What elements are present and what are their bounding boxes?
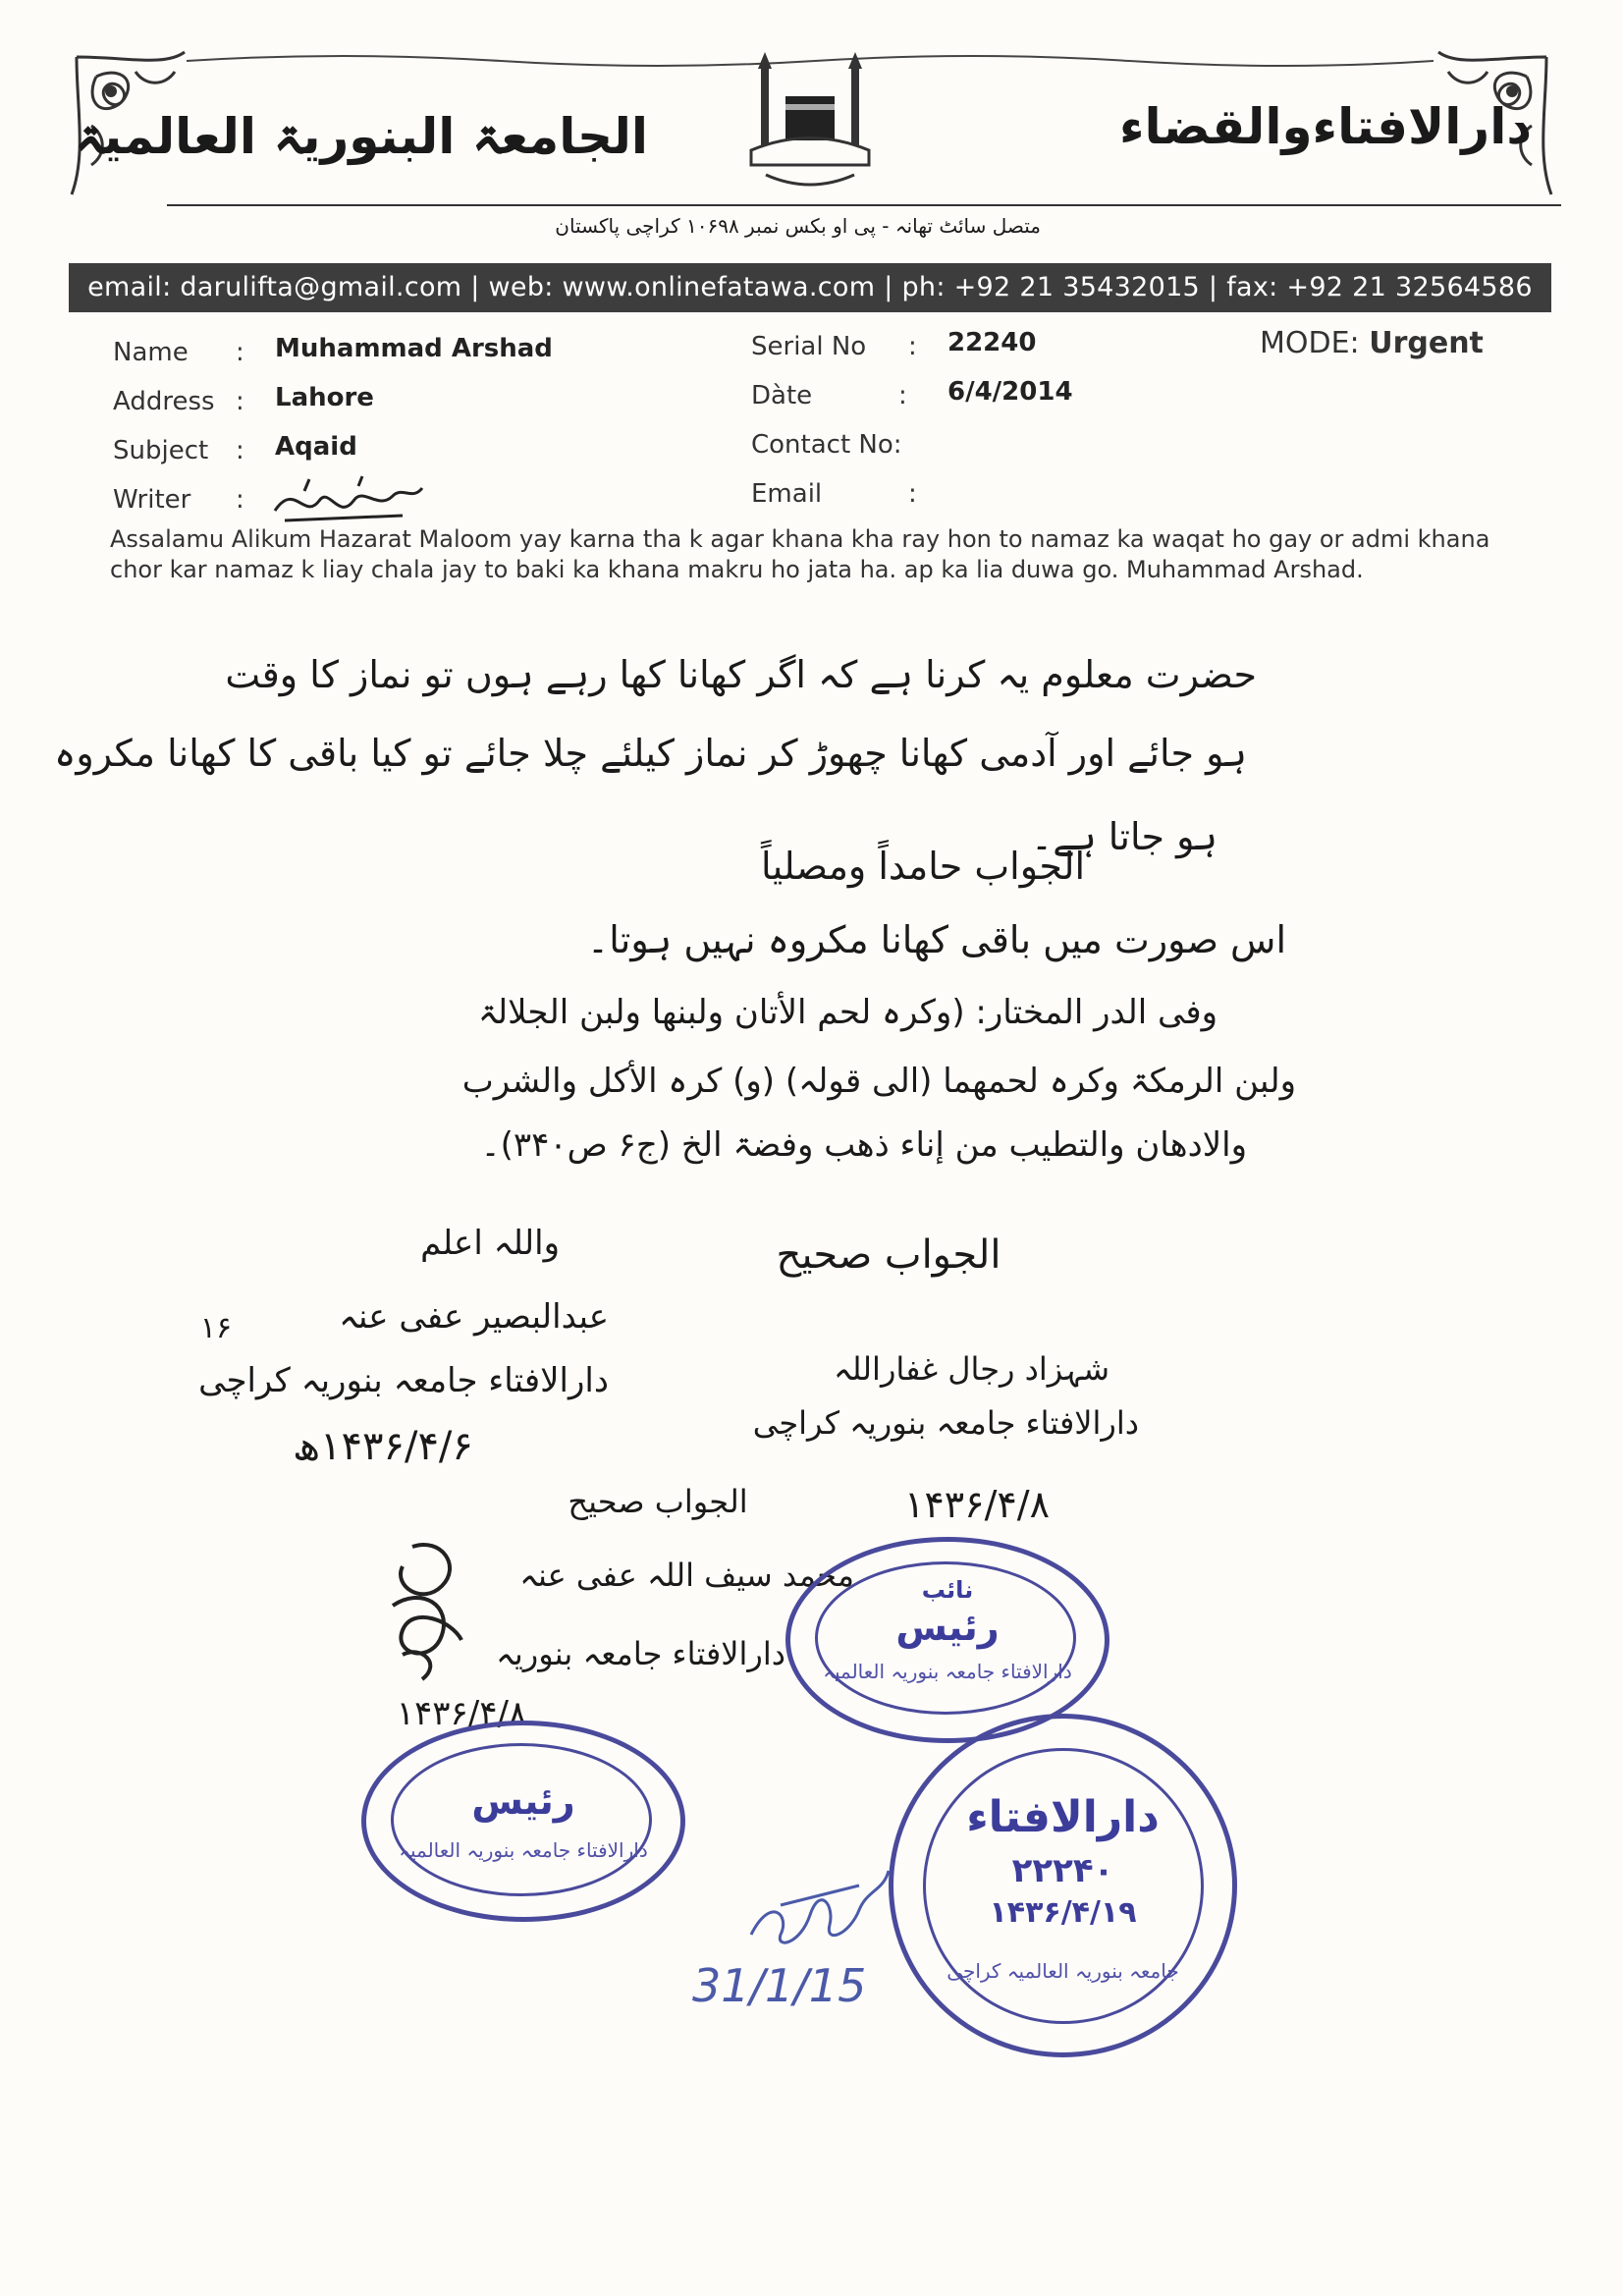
- header-title-right: دارالافتاءوالقضاء: [1118, 98, 1532, 155]
- mode-label: MODE:: [1260, 326, 1360, 360]
- subject-value: Aqaid: [275, 432, 357, 462]
- header-divider: [167, 204, 1561, 206]
- urdu-question-line-3: ہو جاتا ہے۔: [1030, 815, 1217, 858]
- header-title-left: الجامعۃ البنوریۃ العالمیۃ: [75, 108, 648, 165]
- verifier1-name: شہزاد رجال غفاراللہ: [833, 1350, 1109, 1388]
- serial-value: 22240: [947, 328, 1037, 357]
- address-label: Address: [113, 387, 215, 416]
- stamp-naib-rais-center: رئیس: [895, 1606, 1000, 1649]
- blue-date: 31/1/15: [692, 1959, 867, 2012]
- date-label: Dàte: [751, 381, 813, 410]
- stamp-rais-center: رئیس: [471, 1779, 575, 1823]
- verifier2-heading: الجواب صحیح: [568, 1483, 748, 1520]
- name-value: Muhammad Arshad: [275, 334, 553, 363]
- wallahu-alam: واللہ اعلم: [420, 1224, 560, 1263]
- mufti-name: عبدالبصیر عفی عنہ: [339, 1297, 609, 1337]
- verifier2-signature-icon: [373, 1527, 520, 1694]
- stamp-naib-rais-top: نائب: [921, 1576, 974, 1604]
- writer-signature-icon: [265, 471, 432, 530]
- stamp-rais-ring: دارالافتاء جامعہ بنوریہ العالمیہ: [399, 1838, 648, 1862]
- stamp-darulifta: [889, 1714, 1237, 2057]
- verifier1-date: ۱۴۳۶/۴/۸: [903, 1483, 1051, 1526]
- verifier1-heading: الجواب صحیح: [776, 1232, 1001, 1278]
- answer-line-4: والادھان والتطیب من إناء ذھب وفضۃ الخ (ج۶ ص۳۴۰)۔: [480, 1125, 1247, 1165]
- stamp-darulifta-ring: جامعہ بنوریہ العالمیہ کراچی: [947, 1959, 1179, 1983]
- stamp-rais: [361, 1721, 685, 1922]
- subject-label: Subject: [113, 436, 209, 465]
- urdu-question-line-1: حضرت معلوم یہ کرنا ہے کہ اگر کھانا کھا رہے ہوں تو نماز کا وقت: [225, 653, 1257, 696]
- verifier2-institution: دارالافتاء جامعہ بنوریہ: [496, 1635, 785, 1672]
- stamp-naib-rais-ring: دارالافتاء جامعہ بنوریہ العالمیہ: [823, 1660, 1072, 1683]
- query-text: Assalamu Alikum Hazarat Maloom yay karna tha k agar khana kha ray hon to namaz ka waqat ho gay or admi khana chor kar namaz k liay chala jay to baki ka khana makru ho jata ha. ap ka lia duwa go. Muhammad Arshad.: [110, 525, 1490, 583]
- header-address: متصل سائٹ تھانہ - پی او بکس نمبر ۱۰۶۹۸ کراچی پاکستان: [555, 214, 1041, 238]
- mufti-date: ۱۴۳۶/۴/۶ھ: [293, 1424, 473, 1469]
- answer-line-3: ولبن الرمکۃ وکرہ لحمھما (الی قولہ) (و) کرہ الأکل والشرب: [461, 1062, 1296, 1101]
- contact-bar: email: darulifta@gmail.com | web: www.onlinefatawa.com | ph: +92 21 35432015 | fax: +92 21 32564586: [69, 263, 1551, 312]
- stamp-darulifta-top: دارالافتاء: [966, 1792, 1160, 1842]
- name-colon: :: [236, 338, 244, 367]
- date-value: 6/4/2014: [947, 377, 1073, 407]
- answer-line-1: اس صورت میں باقی کھانا مکروہ نہیں ہوتا۔: [586, 918, 1286, 961]
- blue-signature-icon: [741, 1866, 898, 1954]
- answer-line-2: وفی الدر المختار: (وکرہ لحم الأتان ولبنھا ولبن الجلالۃ: [477, 993, 1217, 1032]
- date-colon: :: [898, 381, 907, 410]
- mufti-institution: دارالافتاء جامعہ بنوریہ کراچی: [198, 1361, 609, 1400]
- email-colon: :: [908, 479, 917, 509]
- answer-heading: الجواب حامداً ومصلیاً: [761, 845, 1085, 888]
- name-label: Name: [113, 338, 189, 367]
- serial-label: Serial No: [751, 332, 867, 361]
- verifier2-name: محمد سیف اللہ عفی عنہ: [519, 1557, 854, 1594]
- urdu-question-line-2: ہو جائے اور آدمی کھانا چھوڑ کر نماز کیلئے چلا جائے تو کیا باقی کا کھانا مکروہ: [54, 732, 1247, 775]
- subject-colon: :: [236, 436, 244, 465]
- address-value: Lahore: [275, 383, 374, 412]
- address-colon: :: [236, 387, 244, 416]
- mufti-number: ۱۶: [199, 1311, 233, 1345]
- stamp-darulifta-date: ۱۴۳۶/۴/۱۹: [989, 1895, 1137, 1930]
- writer-label: Writer: [113, 485, 191, 515]
- verifier2-date: ۱۴۳۶/۴/۸: [396, 1694, 527, 1733]
- verifier1-institution: دارالافتاء جامعہ بنوریہ کراچی: [752, 1404, 1139, 1442]
- mode-value: Urgent: [1369, 326, 1484, 360]
- stamp-naib-rais: [785, 1537, 1109, 1743]
- serial-colon: :: [908, 332, 917, 361]
- writer-colon: :: [236, 485, 244, 515]
- stamp-darulifta-number: ۲۲۲۴۰: [1011, 1851, 1114, 1890]
- contact-label: Contact No:: [751, 430, 902, 460]
- email-label: Email: [751, 479, 823, 509]
- mode-field: [1260, 326, 1484, 360]
- kaaba-logo-icon: [746, 47, 874, 194]
